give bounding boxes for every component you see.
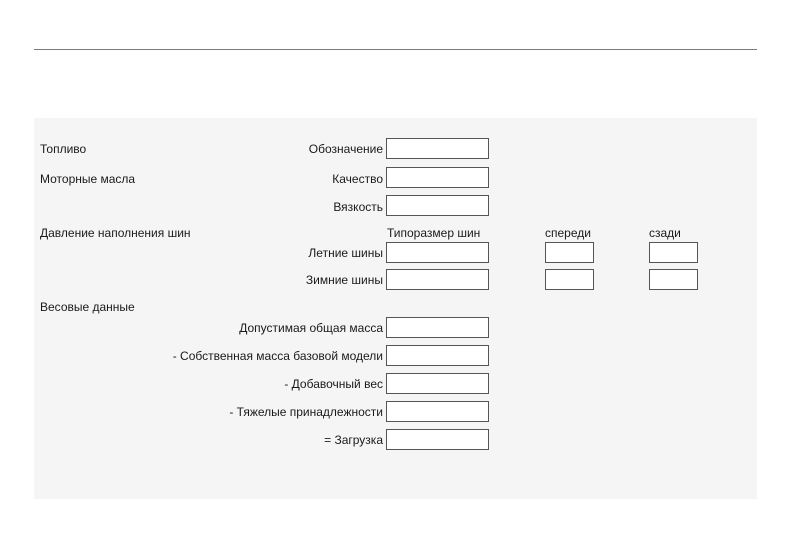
- front-column-header: спереди: [545, 226, 591, 240]
- fuel-section-label: Топливо: [40, 142, 87, 156]
- fuel-designation-label: Обозначение: [308, 142, 383, 156]
- winter-tires-label: Зимние шины: [305, 273, 383, 287]
- payload-field[interactable]: [386, 429, 489, 450]
- oil-viscosity-label: Вязкость: [333, 200, 383, 214]
- summer-front-pressure-field[interactable]: [545, 242, 594, 263]
- heavy-accessories-label: - Тяжелые принадлежности: [229, 405, 383, 419]
- rear-column-header: сзади: [649, 226, 681, 240]
- additional-weight-label: - Добавочный вес: [284, 377, 383, 391]
- top-divider: [34, 49, 757, 50]
- base-model-weight-field[interactable]: [386, 345, 489, 366]
- oil-quality-field[interactable]: [386, 167, 489, 188]
- tire-size-column-header: Типоразмер шин: [387, 226, 481, 240]
- winter-front-pressure-field[interactable]: [545, 269, 594, 290]
- base-model-weight-label: - Собственная масса базовой модели: [172, 349, 383, 363]
- gross-weight-label: Допустимая общая масса: [239, 321, 383, 335]
- summer-rear-pressure-field[interactable]: [649, 242, 698, 263]
- additional-weight-field[interactable]: [386, 373, 489, 394]
- weight-section-label: Весовые данные: [40, 300, 135, 314]
- oil-quality-label: Качество: [332, 172, 383, 186]
- summer-tires-label: Летние шины: [308, 246, 383, 260]
- gross-weight-field[interactable]: [386, 317, 489, 338]
- tire-pressure-section-label: Давление наполнения шин: [40, 226, 191, 240]
- winter-tire-size-field[interactable]: [386, 269, 489, 290]
- payload-label: = Загрузка: [324, 433, 383, 447]
- fuel-designation-field[interactable]: [386, 138, 489, 159]
- winter-rear-pressure-field[interactable]: [649, 269, 698, 290]
- motor-oil-section-label: Моторные масла: [40, 172, 136, 186]
- heavy-accessories-field[interactable]: [386, 401, 489, 422]
- oil-viscosity-field[interactable]: [386, 195, 489, 216]
- summer-tire-size-field[interactable]: [386, 242, 489, 263]
